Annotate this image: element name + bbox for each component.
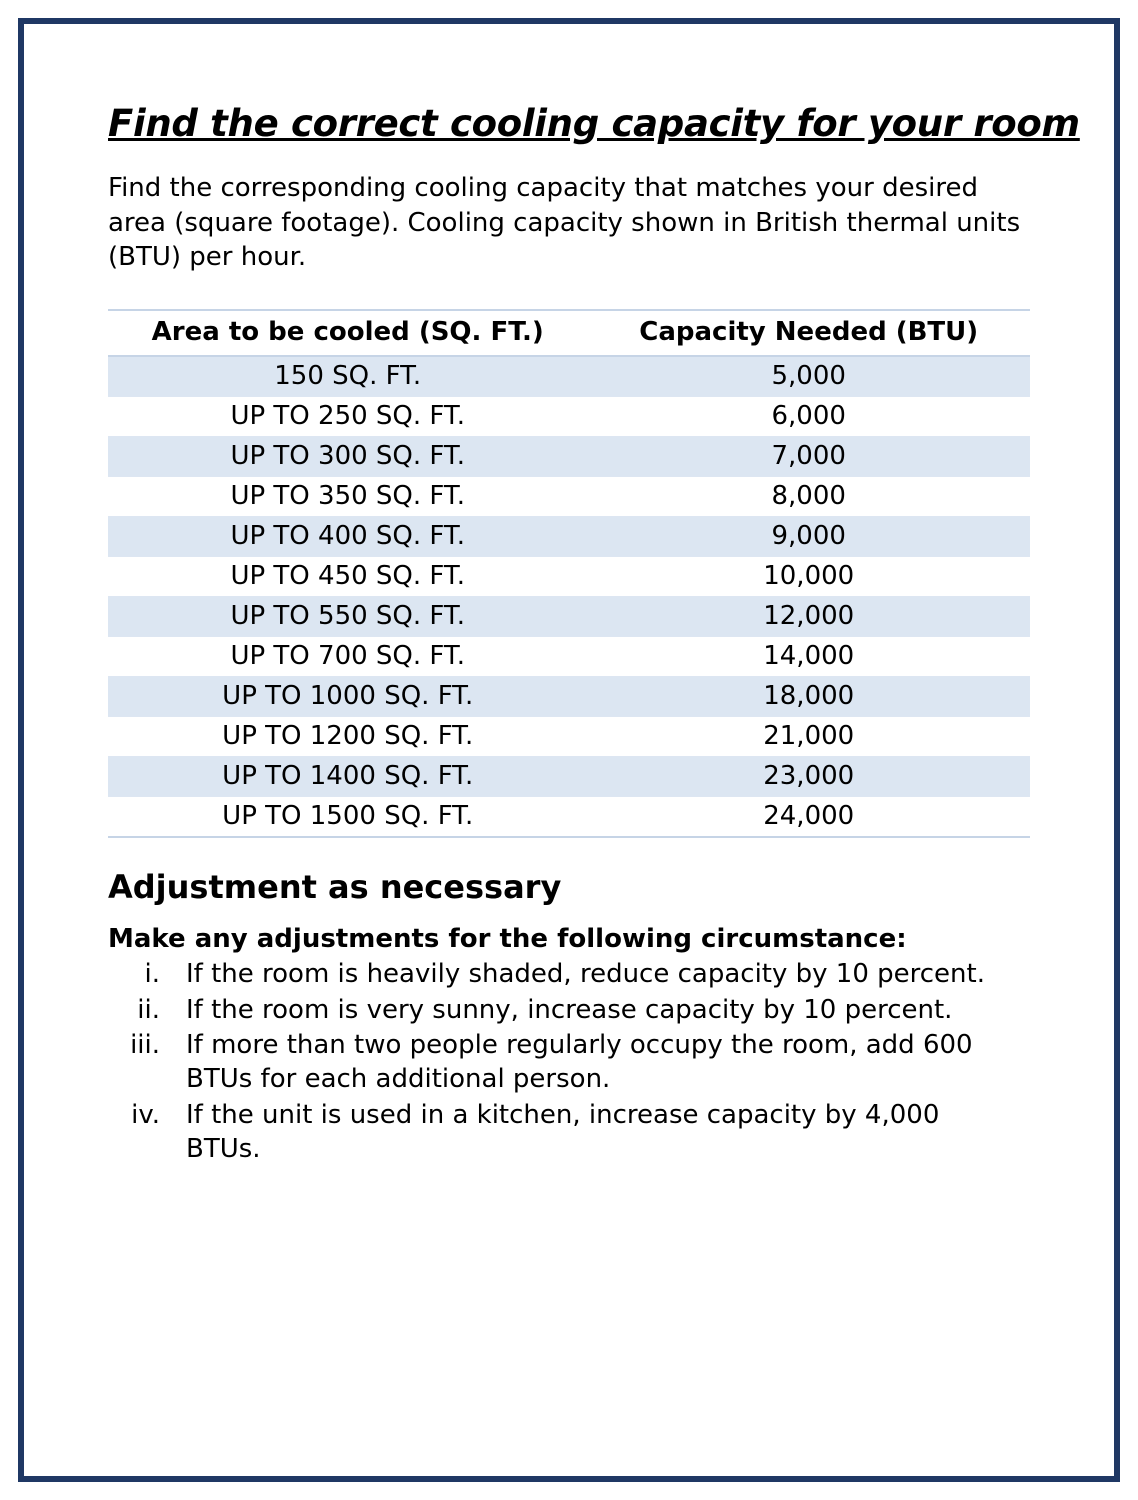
column-header-area: Area to be cooled (SQ. FT.) <box>108 310 587 356</box>
cell-capacity: 8,000 <box>587 476 1030 516</box>
cell-capacity: 9,000 <box>587 516 1030 556</box>
cell-area: UP TO 450 SQ. FT. <box>108 556 587 596</box>
cell-area: UP TO 350 SQ. FT. <box>108 476 587 516</box>
cell-capacity: 7,000 <box>587 436 1030 476</box>
list-item-text: If more than two people regularly occupy the room, add 600 BTUs for each additional person. <box>186 1030 973 1095</box>
list-item <box>108 1029 1030 1097</box>
cell-area: UP TO 1500 SQ. FT. <box>108 796 587 837</box>
cell-capacity: 23,000 <box>587 756 1030 796</box>
list-marker: i. <box>144 958 160 989</box>
adjustment-lead: Make any adjustments for the following circumstance: <box>108 923 907 954</box>
cell-area: UP TO 300 SQ. FT. <box>108 436 587 476</box>
cell-area: UP TO 250 SQ. FT. <box>108 396 587 436</box>
cooling-capacity-table <box>108 309 1030 838</box>
list-item-text: If the room is very sunny, increase capacity by 10 percent. <box>186 994 953 1025</box>
list-item <box>108 994 1030 1028</box>
list-item-text: If the unit is used in a kitchen, increase capacity by 4,000 BTUs. <box>186 1099 940 1164</box>
cell-capacity: 10,000 <box>587 556 1030 596</box>
table-row <box>108 396 1030 436</box>
document-frame <box>18 18 1120 1482</box>
list-marker: iii. <box>130 1030 160 1061</box>
table-row <box>108 556 1030 596</box>
table-row <box>108 796 1030 837</box>
table-body <box>108 356 1030 837</box>
cell-area: UP TO 400 SQ. FT. <box>108 516 587 556</box>
page-title: Find the correct cooling capacity for your room <box>108 102 1080 145</box>
column-header-capacity: Capacity Needed (BTU) <box>587 310 1030 356</box>
list-marker: ii. <box>137 994 160 1025</box>
list-item <box>108 958 1030 992</box>
cell-area: UP TO 700 SQ. FT. <box>108 636 587 676</box>
cell-area: UP TO 1400 SQ. FT. <box>108 756 587 796</box>
cell-capacity: 21,000 <box>587 716 1030 756</box>
cell-capacity: 6,000 <box>587 396 1030 436</box>
table-row <box>108 676 1030 716</box>
table-row <box>108 436 1030 476</box>
adjustment-list <box>108 958 1030 1167</box>
list-item <box>108 1099 1030 1167</box>
intro-paragraph: Find the corresponding cooling capacity that matches your desired area (square footage). Cooling capacity shown in British thermal units (BTU) per hour. <box>108 173 1021 273</box>
table-header <box>108 310 1030 356</box>
table-row <box>108 636 1030 676</box>
table-row <box>108 516 1030 556</box>
cell-capacity: 18,000 <box>587 676 1030 716</box>
list-item-text: If the room is heavily shaded, reduce capacity by 10 percent. <box>186 958 985 989</box>
table-row <box>108 356 1030 397</box>
cell-area: UP TO 1000 SQ. FT. <box>108 676 587 716</box>
cell-capacity: 5,000 <box>587 356 1030 397</box>
cell-capacity: 14,000 <box>587 636 1030 676</box>
table-row <box>108 476 1030 516</box>
table-header-row <box>108 310 1030 356</box>
table-row <box>108 716 1030 756</box>
cell-area: UP TO 550 SQ. FT. <box>108 596 587 636</box>
table-row <box>108 756 1030 796</box>
cell-capacity: 24,000 <box>587 796 1030 837</box>
list-marker: iv. <box>131 1099 160 1130</box>
cell-capacity: 12,000 <box>587 596 1030 636</box>
table-row <box>108 596 1030 636</box>
cell-area: UP TO 1200 SQ. FT. <box>108 716 587 756</box>
cell-area: 150 SQ. FT. <box>108 356 587 397</box>
section-heading-adjustment: Adjustment as necessary <box>108 867 562 906</box>
